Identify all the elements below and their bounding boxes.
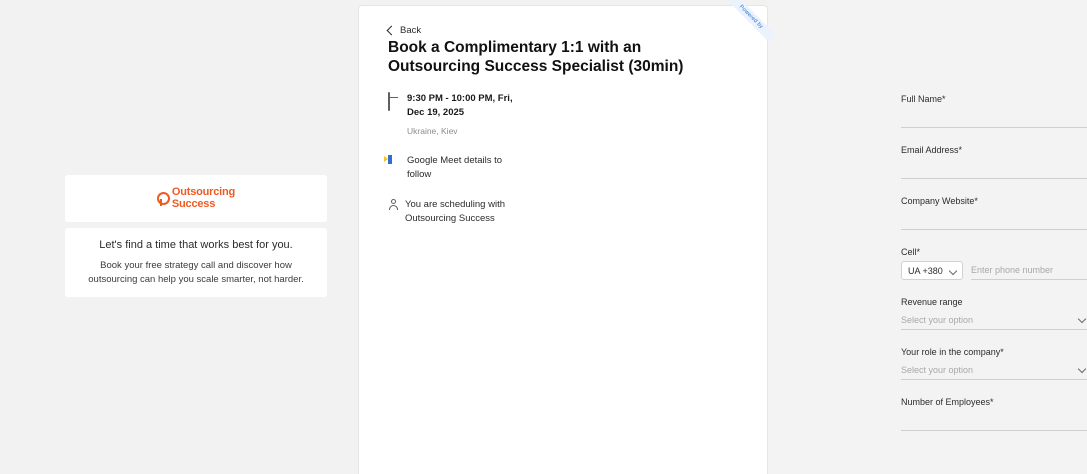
country-code-value: UA +380 <box>908 265 943 276</box>
full-name-input[interactable] <box>901 109 1087 128</box>
brand-logo <box>157 187 235 210</box>
field-cell <box>901 247 1087 280</box>
chevron-down-icon <box>1078 365 1086 373</box>
back-button[interactable] <box>388 25 421 36</box>
country-code-select[interactable] <box>901 261 963 280</box>
detail-row <box>388 154 528 182</box>
intro-title: Let's find a time that works best for you. <box>99 238 293 251</box>
detail-datetime-text: 9:30 PM - 10:00 PM, Fri, Dec 19, 2025 <box>407 93 513 118</box>
role-label: Your role in the company* <box>901 347 1004 357</box>
meeting-details <box>388 92 528 243</box>
cell-label: Cell* <box>901 247 921 257</box>
booking-form <box>901 94 1087 448</box>
field-full-name <box>901 94 1087 128</box>
field-company-website <box>901 196 1087 230</box>
detail-timezone: Ukraine, Kiev <box>407 125 458 136</box>
detail-row <box>388 92 528 137</box>
revenue-range-select[interactable] <box>901 311 1087 330</box>
brand-line-2: Success <box>171 197 216 210</box>
revenue-range-label: Revenue range <box>901 297 963 307</box>
revenue-range-value: Select your option <box>901 315 974 325</box>
outsourcing-success-logo-icon <box>157 191 168 207</box>
chevron-down-icon <box>1078 315 1086 323</box>
person-icon <box>388 199 398 210</box>
detail-datetime <box>407 92 528 137</box>
field-revenue-range <box>901 297 1087 330</box>
email-label: Email Address* <box>901 145 963 155</box>
email-input[interactable] <box>901 160 1087 179</box>
page-title: Book a Complimentary 1:1 with an Outsourcing Success Specialist (30min) <box>388 39 684 75</box>
brand-wordmark <box>172 187 235 210</box>
employees-label: Number of Employees* <box>901 397 994 407</box>
full-name-label: Full Name* <box>901 94 946 104</box>
calendar-icon <box>388 93 400 105</box>
field-role <box>901 347 1087 380</box>
chevron-left-icon <box>387 26 397 36</box>
google-meet-icon <box>388 155 400 167</box>
phone-input[interactable] <box>971 261 1087 280</box>
phone-row <box>901 261 1087 280</box>
field-employees <box>901 397 1087 431</box>
powered-by-label: Powered by <box>726 0 775 42</box>
back-button-label: Back <box>400 25 422 36</box>
left-panel <box>0 0 358 474</box>
powered-by-ribbon[interactable] <box>733 3 767 40</box>
company-website-label: Company Website* <box>901 196 978 206</box>
brand-line-1: Outsourcing <box>171 185 236 198</box>
field-email <box>901 145 1087 179</box>
company-website-input[interactable] <box>901 211 1087 230</box>
detail-host-text: You are scheduling with Outsourcing Success <box>405 199 505 225</box>
role-select[interactable] <box>901 361 1087 380</box>
detail-location-text: Google Meet details to follow <box>407 154 503 180</box>
role-value: Select your option <box>901 365 974 375</box>
employees-input[interactable] <box>901 412 1087 431</box>
brand-card <box>65 175 327 222</box>
detail-row <box>388 198 528 226</box>
chevron-down-icon <box>949 267 957 275</box>
intro-card <box>65 228 327 297</box>
booking-widget <box>358 3 1004 474</box>
intro-subtitle: Book your free strategy call and discover how outsourcing can help you scale smarter, not harder. <box>88 259 304 285</box>
